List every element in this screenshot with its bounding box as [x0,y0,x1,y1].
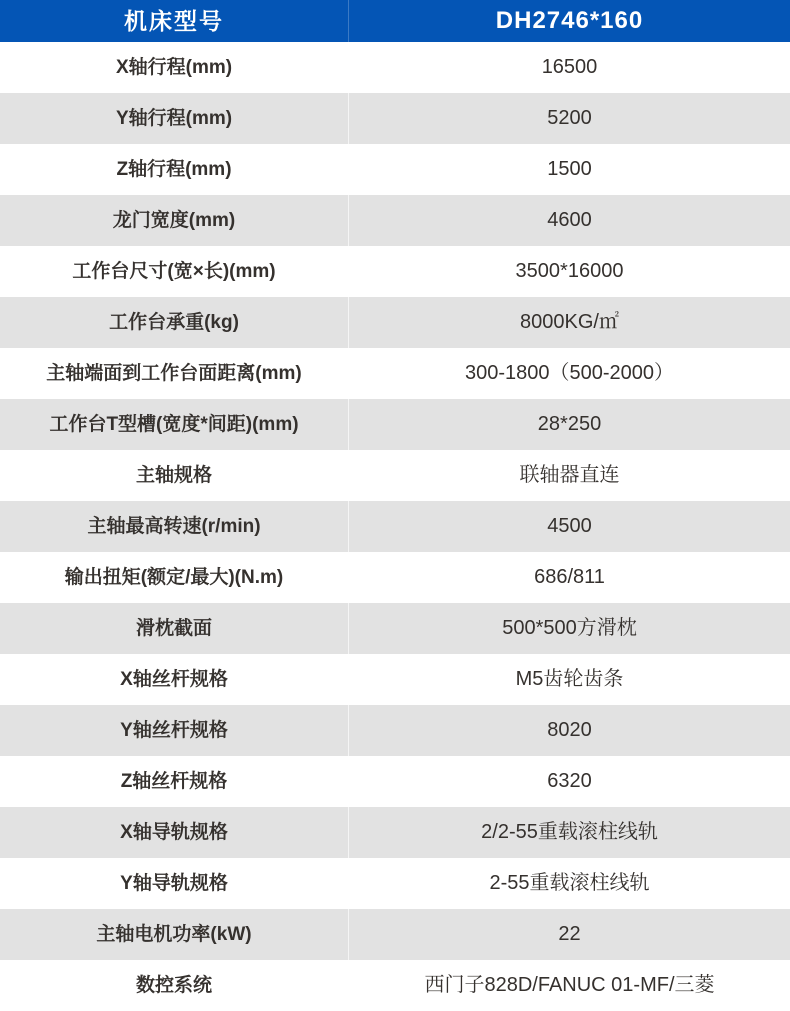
spec-row-label: Z轴行程(mm) [116,158,232,180]
spec-row [0,297,790,348]
spec-row-label: X轴导轨规格 [120,821,228,843]
spec-row [0,603,790,654]
spec-row [0,858,790,909]
spec-row [0,552,790,603]
spec-row [0,960,790,1011]
header-model-label: 机床型号 [124,7,224,34]
spec-row-label: X轴丝杆规格 [120,668,228,690]
spec-row-label: Z轴丝杆规格 [120,770,228,792]
spec-row [0,807,790,858]
spec-row-label: 输出扭矩(额定/最大)(N.m) [64,566,284,588]
spec-row-label: Y轴行程(mm) [115,107,233,129]
header-model-value: DH2746*160 [348,0,790,42]
spec-row [0,654,790,705]
spec-row [0,756,790,807]
spec-row-label: 工作台T型槽(宽度*间距)(mm) [49,413,299,435]
spec-row-label: 数控系统 [135,974,212,996]
spec-row-label: 主轴电机功率(kW) [96,923,252,945]
spec-row-value: 2-55重载滚柱线轨 [348,858,790,909]
spec-row-value: 8000KG/㎡ [348,297,790,348]
spec-row-label: 滑枕截面 [135,617,212,639]
spec-row-label: Y轴导轨规格 [120,872,228,894]
spec-row-value: 22 [348,909,790,960]
spec-row [0,42,790,93]
spec-row-value: 300-1800（500-2000） [348,348,790,399]
spec-row-label: 主轴最高转速(r/min) [87,515,261,537]
spec-row-value: 4500 [348,501,790,552]
spec-row-label: 主轴端面到工作台面距离(mm) [46,362,302,384]
spec-row-value: 1500 [348,144,790,195]
spec-row-value: 28*250 [348,399,790,450]
spec-row [0,195,790,246]
spec-row-label: 龙门宽度(mm) [112,209,236,231]
spec-row-value: 联轴器直连 [348,450,790,501]
spec-row-value: 500*500方滑枕 [348,603,790,654]
spec-rows [0,42,790,1011]
spec-row-label: 工作台承重(kg) [109,311,239,333]
spec-row [0,501,790,552]
spec-row [0,399,790,450]
table-header-row [0,0,790,42]
spec-row-value: 5200 [348,93,790,144]
spec-row [0,705,790,756]
spec-row-value: 16500 [348,42,790,93]
spec-row-label: X轴行程(mm) [115,56,233,78]
spec-row [0,93,790,144]
spec-row-label: Y轴丝杆规格 [120,719,228,741]
spec-row-value: 6320 [348,756,790,807]
spec-row-value: 西门子828D/FANUC 01-MF/三菱 [348,960,790,1011]
spec-row-value: 8020 [348,705,790,756]
spec-row-value: 4600 [348,195,790,246]
spec-row-value: 2/2-55重载滚柱线轨 [348,807,790,858]
spec-row [0,246,790,297]
spec-row [0,909,790,960]
spec-row-value: 686/811 [348,552,790,603]
spec-row [0,348,790,399]
spec-row [0,144,790,195]
spec-row-label: 主轴规格 [135,464,212,486]
spec-row-label: 工作台尺寸(宽×长)(mm) [72,260,276,282]
spec-row-value: M5齿轮齿条 [348,654,790,705]
spec-row [0,450,790,501]
spec-row-value: 3500*16000 [348,246,790,297]
